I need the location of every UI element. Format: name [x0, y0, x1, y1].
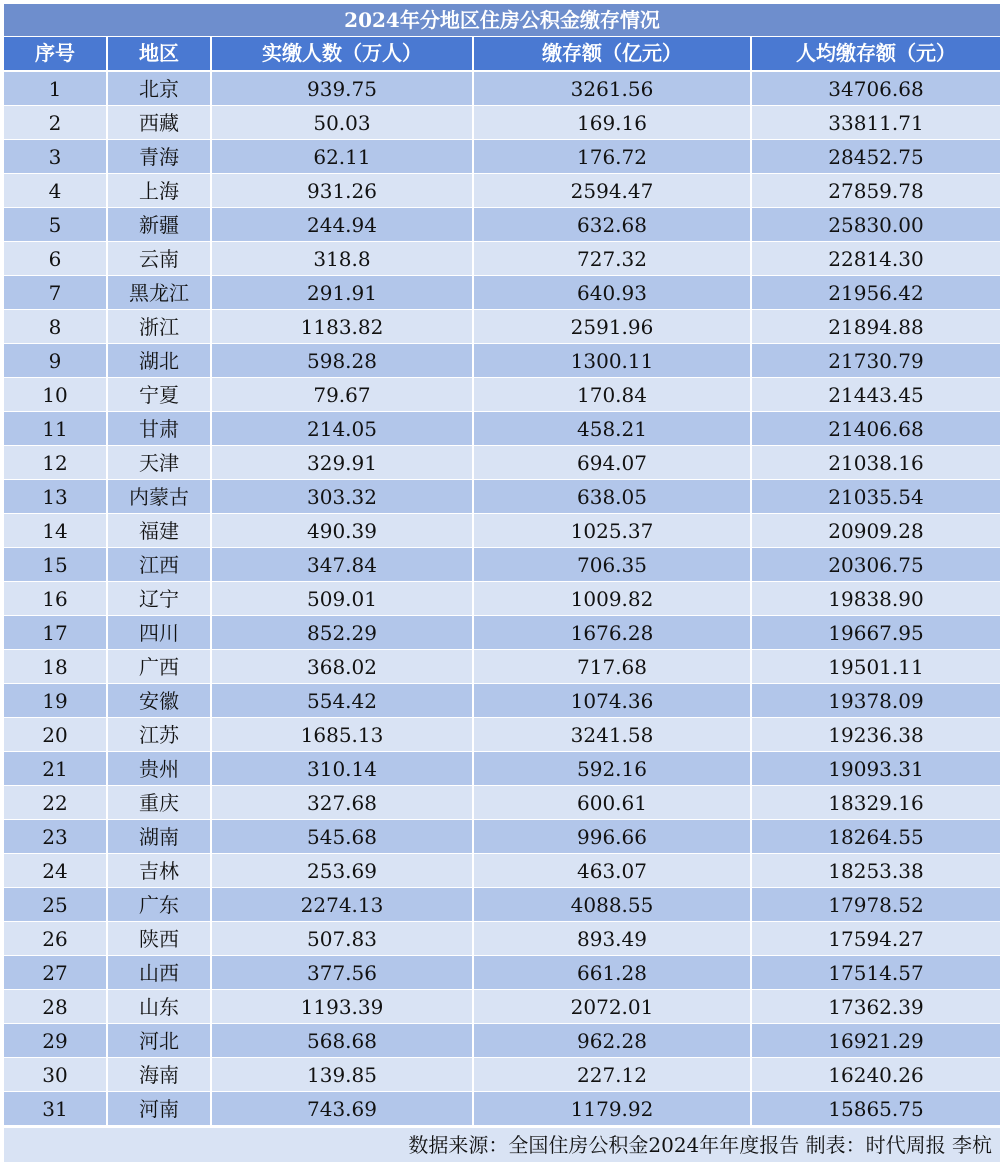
cell-index: 6 [4, 242, 108, 276]
cell-contributors: 327.68 [212, 786, 474, 820]
cell-contributors: 139.85 [212, 1058, 474, 1092]
cell-region: 广东 [108, 888, 212, 922]
cell-contributors: 554.42 [212, 684, 474, 718]
cell-contributors: 852.29 [212, 616, 474, 650]
cell-contributors: 253.69 [212, 854, 474, 888]
cell-amount: 638.05 [474, 480, 752, 514]
table-row [4, 242, 1000, 276]
table-row [4, 786, 1000, 820]
cell-region: 河北 [108, 1024, 212, 1058]
table-row [4, 1058, 1000, 1092]
cell-region: 重庆 [108, 786, 212, 820]
cell-per-capita: 17594.27 [752, 922, 1000, 956]
cell-region: 山西 [108, 956, 212, 990]
cell-per-capita: 22814.30 [752, 242, 1000, 276]
cell-index: 24 [4, 854, 108, 888]
cell-index: 21 [4, 752, 108, 786]
cell-contributors: 568.68 [212, 1024, 474, 1058]
cell-contributors: 939.75 [212, 72, 474, 106]
cell-region: 云南 [108, 242, 212, 276]
cell-amount: 169.16 [474, 106, 752, 140]
cell-per-capita: 19838.90 [752, 582, 1000, 616]
cell-per-capita: 15865.75 [752, 1092, 1000, 1126]
header-per-capita: 人均缴存额（元） [796, 41, 956, 65]
cell-index: 2 [4, 106, 108, 140]
cell-region: 上海 [108, 174, 212, 208]
cell-per-capita: 17362.39 [752, 990, 1000, 1024]
table-row [4, 276, 1000, 310]
cell-contributors: 303.32 [212, 480, 474, 514]
cell-region: 福建 [108, 514, 212, 548]
cell-index: 23 [4, 820, 108, 854]
cell-region: 辽宁 [108, 582, 212, 616]
cell-amount: 717.68 [474, 650, 752, 684]
cell-amount: 640.93 [474, 276, 752, 310]
header-region: 地区 [108, 37, 212, 70]
cell-per-capita: 19667.95 [752, 616, 1000, 650]
cell-per-capita: 27859.78 [752, 174, 1000, 208]
cell-amount: 592.16 [474, 752, 752, 786]
cell-index: 13 [4, 480, 108, 514]
cell-amount: 893.49 [474, 922, 752, 956]
cell-region: 贵州 [108, 752, 212, 786]
cell-region: 安徽 [108, 684, 212, 718]
cell-per-capita: 18264.55 [752, 820, 1000, 854]
cell-contributors: 50.03 [212, 106, 474, 140]
cell-contributors: 318.8 [212, 242, 474, 276]
cell-amount: 706.35 [474, 548, 752, 582]
cell-contributors: 329.91 [212, 446, 474, 480]
cell-per-capita: 19501.11 [752, 650, 1000, 684]
cell-region: 宁夏 [108, 378, 212, 412]
table-row [4, 548, 1000, 582]
cell-per-capita: 34706.68 [752, 72, 1000, 106]
cell-region: 海南 [108, 1058, 212, 1092]
cell-contributors: 509.01 [212, 582, 474, 616]
cell-amount: 694.07 [474, 446, 752, 480]
cell-index: 4 [4, 174, 108, 208]
cell-amount: 176.72 [474, 140, 752, 174]
cell-contributors: 1193.39 [212, 990, 474, 1024]
cell-contributors: 310.14 [212, 752, 474, 786]
table-row [4, 990, 1000, 1024]
cell-per-capita: 19236.38 [752, 718, 1000, 752]
source-note: 数据来源：全国住房公积金2024年年度报告 制表：时代周报 李杭 [4, 1128, 1000, 1162]
cell-amount: 1179.92 [474, 1092, 752, 1126]
cell-index: 29 [4, 1024, 108, 1058]
cell-index: 20 [4, 718, 108, 752]
cell-region: 河南 [108, 1092, 212, 1126]
cell-index: 26 [4, 922, 108, 956]
cell-amount: 1025.37 [474, 514, 752, 548]
cell-amount: 1009.82 [474, 582, 752, 616]
cell-per-capita: 16240.26 [752, 1058, 1000, 1092]
cell-amount: 463.07 [474, 854, 752, 888]
cell-amount: 227.12 [474, 1058, 752, 1092]
cell-index: 16 [4, 582, 108, 616]
cell-index: 18 [4, 650, 108, 684]
header-amount: 缴存额（亿元） [474, 37, 752, 70]
cell-region: 北京 [108, 72, 212, 106]
cell-per-capita: 19378.09 [752, 684, 1000, 718]
cell-amount: 632.68 [474, 208, 752, 242]
table-row [4, 514, 1000, 548]
cell-per-capita: 21035.54 [752, 480, 1000, 514]
cell-contributors: 1183.82 [212, 310, 474, 344]
cell-contributors: 743.69 [212, 1092, 474, 1126]
table-row [4, 888, 1000, 922]
cell-amount: 2594.47 [474, 174, 752, 208]
cell-amount: 2072.01 [474, 990, 752, 1024]
cell-per-capita: 20909.28 [752, 514, 1000, 548]
cell-amount: 4088.55 [474, 888, 752, 922]
table-row [4, 1092, 1000, 1126]
cell-index: 8 [4, 310, 108, 344]
cell-region: 吉林 [108, 854, 212, 888]
cell-index: 3 [4, 140, 108, 174]
table-row [4, 310, 1000, 344]
table-row [4, 106, 1000, 140]
cell-region: 四川 [108, 616, 212, 650]
cell-region: 甘肃 [108, 412, 212, 446]
cell-contributors: 507.83 [212, 922, 474, 956]
cell-contributors: 214.05 [212, 412, 474, 446]
cell-amount: 3241.58 [474, 718, 752, 752]
cell-amount: 3261.56 [474, 72, 752, 106]
cell-region: 江苏 [108, 718, 212, 752]
cell-index: 1 [4, 72, 108, 106]
cell-index: 7 [4, 276, 108, 310]
cell-amount: 170.84 [474, 378, 752, 412]
cell-index: 15 [4, 548, 108, 582]
cell-index: 28 [4, 990, 108, 1024]
cell-region: 湖北 [108, 344, 212, 378]
cell-amount: 996.66 [474, 820, 752, 854]
cell-amount: 661.28 [474, 956, 752, 990]
cell-amount: 727.32 [474, 242, 752, 276]
cell-contributors: 931.26 [212, 174, 474, 208]
table-row [4, 922, 1000, 956]
cell-index: 30 [4, 1058, 108, 1092]
cell-region: 黑龙江 [108, 276, 212, 310]
cell-region: 西藏 [108, 106, 212, 140]
cell-per-capita: 28452.75 [752, 140, 1000, 174]
cell-contributors: 79.67 [212, 378, 474, 412]
cell-per-capita: 21443.45 [752, 378, 1000, 412]
cell-index: 22 [4, 786, 108, 820]
cell-index: 5 [4, 208, 108, 242]
cell-region: 浙江 [108, 310, 212, 344]
cell-per-capita: 33811.71 [752, 106, 1000, 140]
table-row [4, 820, 1000, 854]
cell-region: 山东 [108, 990, 212, 1024]
cell-region: 天津 [108, 446, 212, 480]
table-row [4, 412, 1000, 446]
cell-amount: 2591.96 [474, 310, 752, 344]
table-row [4, 854, 1000, 888]
cell-amount: 600.61 [474, 786, 752, 820]
cell-amount: 1300.11 [474, 344, 752, 378]
cell-per-capita: 17514.57 [752, 956, 1000, 990]
table-row [4, 378, 1000, 412]
cell-contributors: 2274.13 [212, 888, 474, 922]
cell-per-capita: 21038.16 [752, 446, 1000, 480]
cell-index: 12 [4, 446, 108, 480]
table-row [4, 344, 1000, 378]
table-row [4, 956, 1000, 990]
cell-region: 湖南 [108, 820, 212, 854]
table-row [4, 208, 1000, 242]
cell-per-capita: 18253.38 [752, 854, 1000, 888]
table-title: 2024年分地区住房公积金缴存情况 [4, 4, 1000, 37]
cell-per-capita: 18329.16 [752, 786, 1000, 820]
cell-region: 内蒙古 [108, 480, 212, 514]
cell-index: 31 [4, 1092, 108, 1126]
table-row [4, 650, 1000, 684]
table-row [4, 174, 1000, 208]
cell-per-capita: 21956.42 [752, 276, 1000, 310]
cell-contributors: 291.91 [212, 276, 474, 310]
cell-per-capita: 19093.31 [752, 752, 1000, 786]
table-row [4, 684, 1000, 718]
cell-region: 陕西 [108, 922, 212, 956]
cell-region: 新疆 [108, 208, 212, 242]
cell-contributors: 368.02 [212, 650, 474, 684]
table-row [4, 140, 1000, 174]
cell-contributors: 1685.13 [212, 718, 474, 752]
cell-amount: 962.28 [474, 1024, 752, 1058]
table-row [4, 752, 1000, 786]
cell-amount: 458.21 [474, 412, 752, 446]
cell-index: 25 [4, 888, 108, 922]
cell-contributors: 377.56 [212, 956, 474, 990]
cell-index: 17 [4, 616, 108, 650]
cell-index: 14 [4, 514, 108, 548]
cell-contributors: 62.11 [212, 140, 474, 174]
cell-amount: 1676.28 [474, 616, 752, 650]
cell-per-capita: 20306.75 [752, 548, 1000, 582]
cell-contributors: 347.84 [212, 548, 474, 582]
table-row [4, 616, 1000, 650]
cell-per-capita: 16921.29 [752, 1024, 1000, 1058]
header-contributors: 实缴人数（万人） [212, 37, 474, 70]
cell-contributors: 244.94 [212, 208, 474, 242]
cell-per-capita: 21406.68 [752, 412, 1000, 446]
cell-per-capita: 21730.79 [752, 344, 1000, 378]
cell-per-capita: 17978.52 [752, 888, 1000, 922]
cell-index: 9 [4, 344, 108, 378]
cell-region: 江西 [108, 548, 212, 582]
cell-contributors: 545.68 [212, 820, 474, 854]
cell-amount: 1074.36 [474, 684, 752, 718]
cell-index: 19 [4, 684, 108, 718]
table-row [4, 72, 1000, 106]
table-row [4, 1024, 1000, 1058]
header-row [4, 37, 1000, 70]
table-body [4, 72, 1000, 1126]
table-row [4, 446, 1000, 480]
cell-per-capita: 25830.00 [752, 208, 1000, 242]
table-row [4, 718, 1000, 752]
cell-index: 10 [4, 378, 108, 412]
table-row [4, 582, 1000, 616]
cell-contributors: 598.28 [212, 344, 474, 378]
cell-index: 27 [4, 956, 108, 990]
cell-region: 青海 [108, 140, 212, 174]
cell-contributors: 490.39 [212, 514, 474, 548]
cell-per-capita: 21894.88 [752, 310, 1000, 344]
table-row [4, 480, 1000, 514]
header-index: 序号 [4, 37, 108, 70]
cell-index: 11 [4, 412, 108, 446]
cell-region: 广西 [108, 650, 212, 684]
